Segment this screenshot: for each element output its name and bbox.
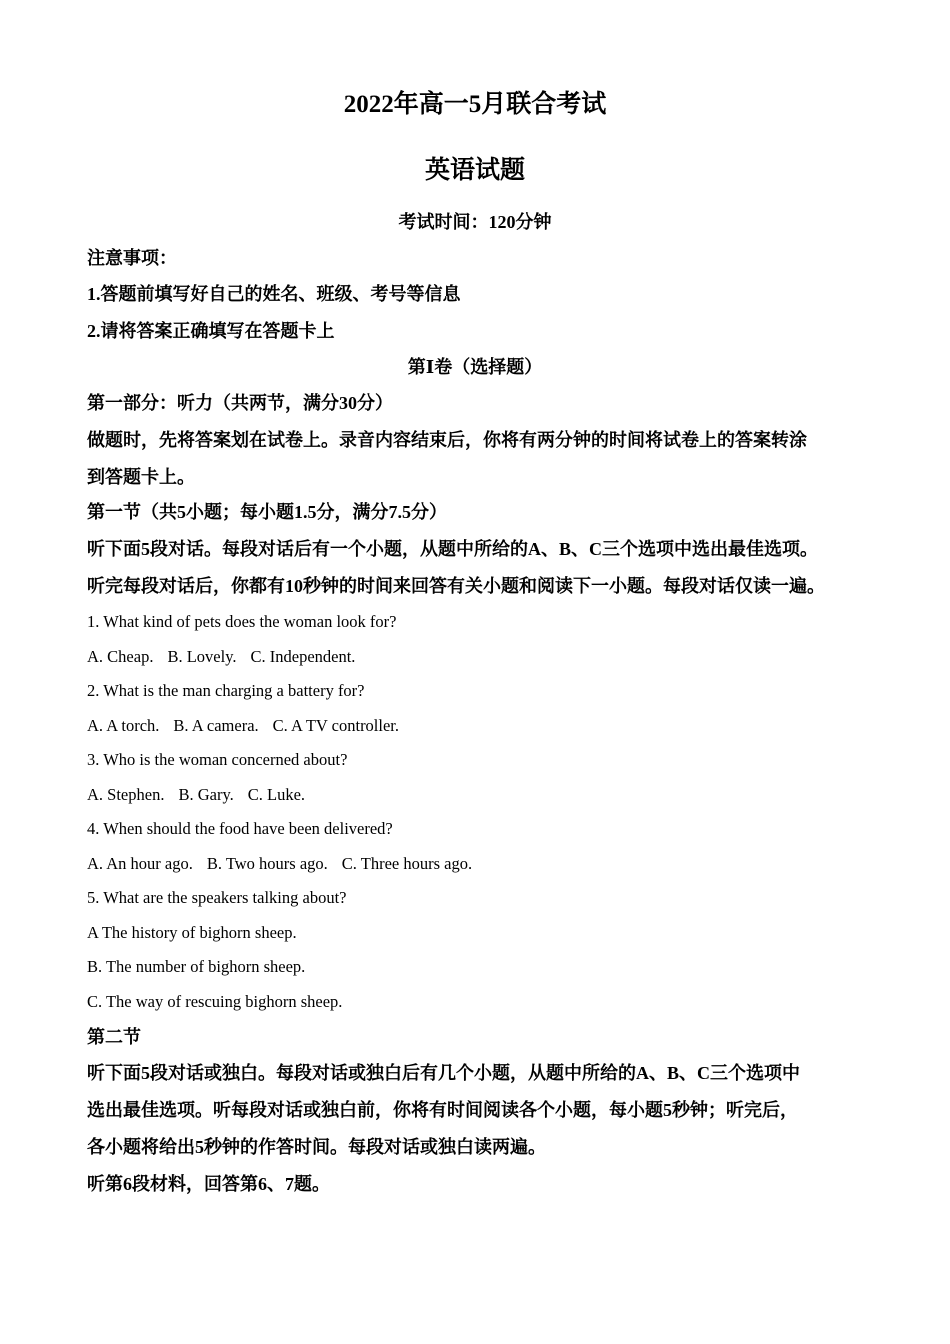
question-1-option-a: A. Cheap. xyxy=(87,647,154,666)
question-2-stem: 2. What is the man charging a battery for? xyxy=(87,681,365,700)
section2-instruction-line-3: 各小题将给出5秒钟的作答时间。每段对话或独白读两遍。 xyxy=(87,1137,546,1157)
question-3-stem: 3. Who is the woman concerned about? xyxy=(87,750,348,769)
question-5-option-b: B. The number of bighorn sheep. xyxy=(87,957,306,976)
section1-instruction-line-1: 听下面5段对话。每段对话后有一个小题，从题中所给的A、B、C三个选项中选出最佳选项。 xyxy=(87,539,818,559)
question-5-option-c: C. The way of rescuing bighorn sheep. xyxy=(87,992,343,1011)
question-2-option-a: A. A torch. xyxy=(87,716,160,735)
question-1-options xyxy=(87,646,369,668)
notes-item-1: 1.答题前填写好自己的姓名、班级、考号等信息 xyxy=(87,284,461,304)
question-2-option-b: B. A camera. xyxy=(173,716,259,735)
section2-instruction-line-2: 选出最佳选项。听每段对话或独白前，你将有时间阅读各个小题，每小题5秒钟；听完后， xyxy=(87,1100,798,1120)
question-3-option-c: C. Luke. xyxy=(247,785,306,804)
question-3-option-b: B. Gary. xyxy=(178,785,234,804)
question-4-option-c: C. Three hours ago. xyxy=(341,854,473,873)
question-4-option-b: B. Two hours ago. xyxy=(206,854,328,873)
section2-heading: 第二节 xyxy=(87,1027,141,1047)
notes-heading: 注意事项： xyxy=(87,248,177,268)
question-3-option-a: A. Stephen. xyxy=(87,785,165,804)
question-4-option-a: A. An hour ago. xyxy=(87,854,193,873)
notes-item-2: 2.请将答案正确填写在答题卡上 xyxy=(87,321,335,341)
question-2-options xyxy=(87,715,413,737)
question-4-stem: 4. When should the food have been delivered? xyxy=(87,819,393,838)
exam-time: 考试时间：120分钟 xyxy=(398,212,552,232)
section1-instruction-line-2: 听完每段对话后，你都有10秒钟的时间来回答有关小题和阅读下一小题。每段对话仅读一遍。 xyxy=(87,576,825,596)
part1-heading: 第一部分：听力（共两节，满分30分） xyxy=(87,393,393,413)
section2-material-prompt: 听第6段材料，回答第6、7题。 xyxy=(87,1174,330,1194)
question-5-option-a: A The history of bighorn sheep. xyxy=(87,923,297,942)
section2-instruction-line-1: 听下面5段对话或独白。每段对话或独白后有几个小题，从题中所给的A、B、C三个选项中 xyxy=(87,1063,800,1083)
exam-title: 2022年高一5月联合考试 xyxy=(343,91,607,118)
question-3-options xyxy=(87,784,319,806)
exam-subtitle: 英语试题 xyxy=(424,157,525,184)
section1-heading: 第一节（共5小题；每小题1.5分，满分7.5分） xyxy=(87,502,447,522)
part1-instruction-line-2: 到答题卡上。 xyxy=(87,467,195,487)
question-5-stem: 5. What are the speakers talking about? xyxy=(87,888,347,907)
part1-instruction-line-1: 做题时，先将答案划在试卷上。录音内容结束后，你将有两分钟的时间将试卷上的答案转涂 xyxy=(87,430,807,450)
question-2-option-c: C. A TV controller. xyxy=(272,716,400,735)
question-4-options xyxy=(87,853,486,875)
volume-title: 第Ⅰ卷（选择题） xyxy=(407,357,543,377)
question-1-option-b: B. Lovely. xyxy=(167,647,237,666)
question-1-stem: 1. What kind of pets does the woman look for? xyxy=(87,612,397,631)
question-1-option-c: C. Independent. xyxy=(250,647,356,666)
